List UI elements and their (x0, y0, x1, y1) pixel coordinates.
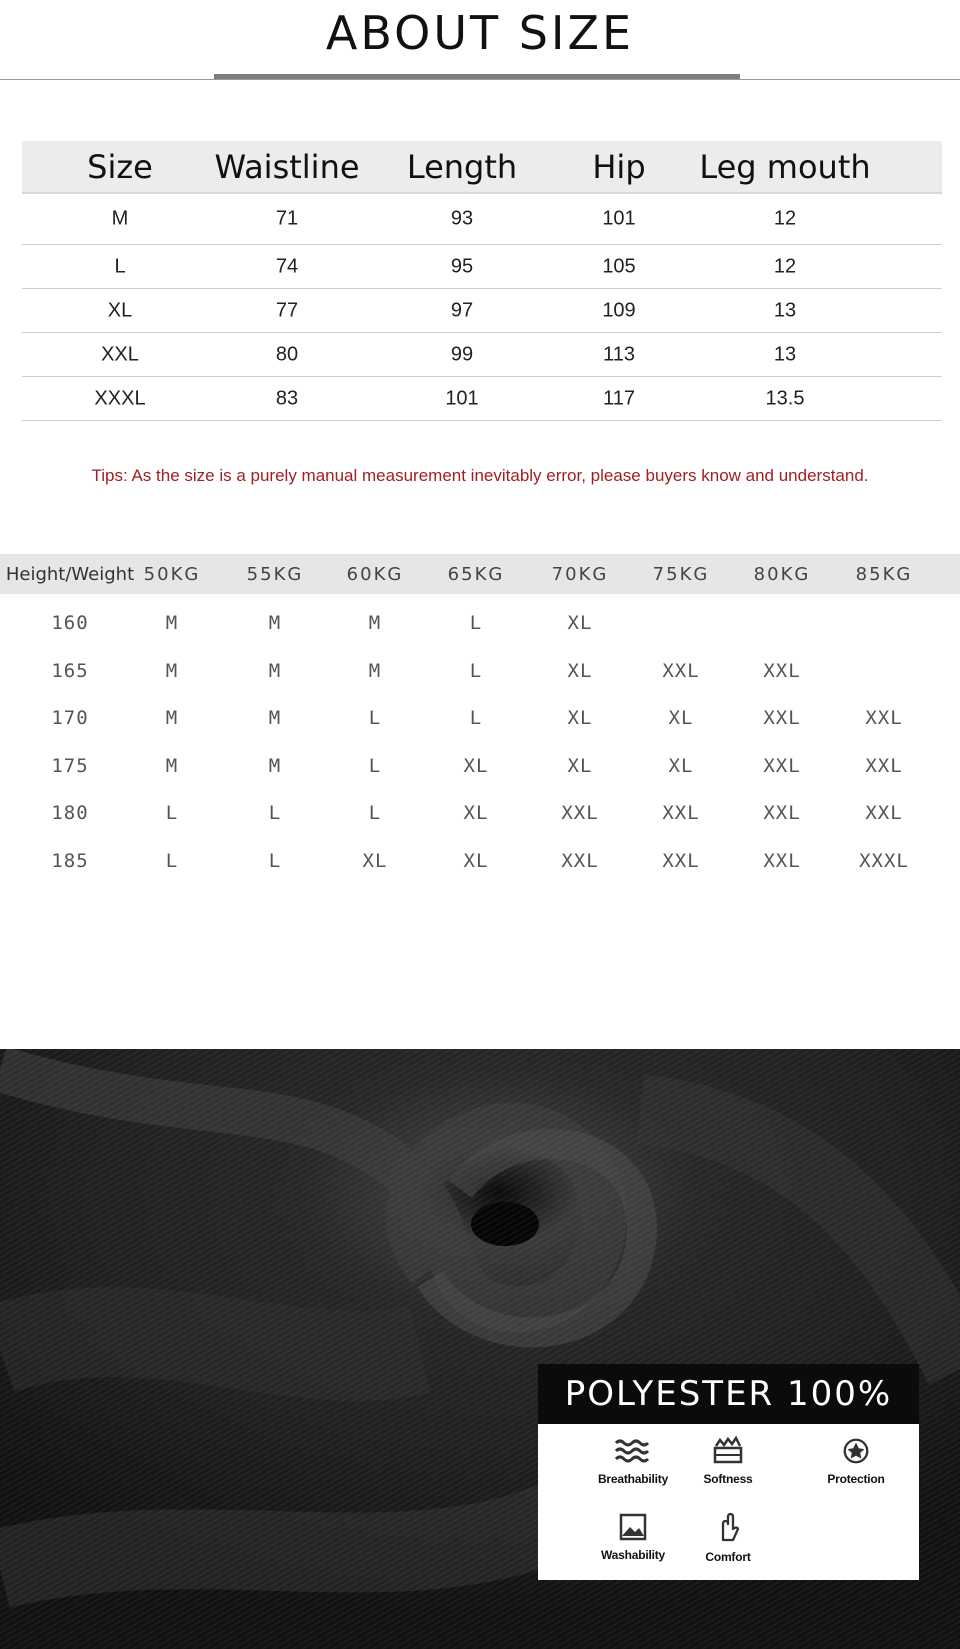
size-cell: L (114, 255, 126, 277)
measurement-cell: 93 (450, 207, 474, 230)
height-row-label: 170 (51, 707, 89, 729)
measurement-cell: 113 (603, 343, 635, 365)
measurement-cell: 101 (602, 207, 636, 230)
measurement-cell: 101 (445, 387, 479, 409)
recommended-size-cell: XXL (561, 849, 599, 872)
height-row-label: 160 (51, 612, 89, 634)
recommended-size-cell: M (165, 612, 179, 634)
recommended-size-cell: XXL (662, 849, 700, 872)
recommended-size-cell: L (165, 849, 179, 872)
size-cell: M (111, 207, 129, 230)
measurement-cell: 12 (773, 207, 797, 230)
recommended-size-cell: M (268, 707, 282, 729)
recommended-size-cell: XL (668, 707, 694, 729)
recommended-size-cell: XXL (561, 802, 599, 824)
recommended-size-cell: XXL (662, 802, 700, 824)
recommended-size-cell: L (165, 802, 179, 824)
feature-softness: Softness (668, 1436, 788, 1486)
size-cell: XXL (101, 343, 139, 365)
recommended-size-cell: XXL (865, 802, 903, 824)
measurement-cell: 105 (602, 255, 636, 277)
recommended-size-cell: XXL (662, 659, 700, 682)
column-header-leg-mouth: Leg mouth (699, 147, 871, 186)
recommended-size-cell: M (268, 612, 282, 634)
recommended-size-cell: L (469, 659, 483, 682)
recommended-size-cell: XL (362, 849, 388, 872)
material-card (538, 1364, 919, 1580)
height-row-label: 175 (51, 754, 89, 777)
feature-washability: Washability (573, 1512, 693, 1562)
column-header-length: Length (406, 147, 518, 186)
page-title: ABOUT SIZE (325, 6, 635, 60)
measurement-cell: 12 (773, 255, 797, 277)
measurement-cell: 74 (275, 255, 299, 277)
recommended-size-cell: M (165, 659, 179, 682)
weight-column-header: 70KG (551, 564, 609, 585)
recommended-size-cell: M (268, 659, 282, 682)
recommended-size-cell: XXL (763, 802, 801, 824)
recommended-size-cell: XXL (763, 754, 801, 777)
measurement-cell: 83 (275, 387, 299, 409)
recommended-size-cell: L (368, 802, 382, 824)
size-cell: XXXL (94, 387, 146, 409)
measurement-cell: 13 (773, 343, 797, 365)
column-header-waistline: Waistline (214, 147, 360, 186)
recommended-size-cell: M (165, 707, 179, 729)
breathability-waves-icon (613, 1436, 653, 1466)
measurement-cell: 99 (450, 343, 474, 365)
height-row-label: 185 (51, 849, 89, 872)
recommended-size-cell: L (469, 707, 483, 729)
height-row-label: 180 (51, 802, 89, 824)
softness-icon (711, 1436, 745, 1466)
recommended-size-cell: XL (463, 754, 489, 777)
feature-protection: Protection (796, 1436, 916, 1486)
tips-note: Tips: As the size is a purely manual measurement inevitably error, please buyers know and understand. (91, 466, 869, 485)
weight-column-header: 50KG (143, 564, 201, 585)
measurement-cell: 97 (450, 299, 474, 321)
weight-column-header: 80KG (753, 564, 811, 585)
recommended-size-cell: M (165, 754, 179, 777)
measurement-cell: 13 (773, 299, 797, 321)
measurement-cell: 95 (450, 255, 474, 277)
recommended-size-cell: L (268, 802, 282, 824)
recommended-size-cell: XL (567, 754, 593, 777)
recommended-size-cell: XL (567, 612, 593, 634)
size-cell: XL (107, 299, 133, 321)
measurement-cell: 77 (275, 299, 299, 321)
weight-column-header: 55KG (246, 564, 304, 585)
measurement-cell: 13.5 (765, 387, 805, 409)
recommended-size-cell: XXL (763, 659, 801, 682)
recommended-size-cell: L (368, 754, 382, 777)
recommended-size-cell: XL (567, 659, 593, 682)
recommended-size-cell: XL (463, 802, 489, 824)
recommended-size-cell: XXL (763, 849, 801, 872)
column-header-hip: Hip (592, 147, 646, 186)
weight-column-header: 65KG (447, 564, 505, 585)
recommended-size-cell: M (368, 659, 382, 682)
weight-column-header: 85KG (855, 564, 913, 585)
recommended-size-cell: M (268, 754, 282, 777)
recommended-size-cell: L (268, 849, 282, 872)
recommended-size-cell: XL (463, 849, 489, 872)
washability-icon (617, 1512, 649, 1542)
recommended-size-cell: M (368, 612, 382, 634)
feature-breathability: Breathability (573, 1436, 693, 1486)
column-header-size: Size (87, 147, 153, 186)
weight-column-header: 75KG (652, 564, 710, 585)
recommended-size-cell: XXL (763, 707, 801, 729)
recommended-size-cell: XXL (865, 754, 903, 777)
recommended-size-cell: XL (668, 754, 694, 777)
measurement-cell: 117 (603, 387, 635, 409)
measurement-cell: 80 (275, 343, 299, 365)
height-weight-corner-label: Height/Weight (5, 564, 135, 585)
measurement-cell: 71 (275, 207, 299, 230)
comfort-hand-icon (715, 1512, 741, 1544)
feature-comfort: Comfort (668, 1512, 788, 1564)
recommended-size-cell: XL (567, 707, 593, 729)
weight-column-header: 60KG (346, 564, 404, 585)
height-row-label: 165 (51, 659, 89, 682)
material-title: POLYESTER 100% (538, 1364, 919, 1424)
recommended-size-cell: L (368, 707, 382, 729)
recommended-size-cell: XXL (865, 707, 903, 729)
recommended-size-cell: XXXL (859, 849, 909, 872)
measurement-cell: 109 (602, 299, 636, 321)
recommended-size-cell: L (469, 612, 483, 634)
protection-icon (840, 1436, 872, 1466)
